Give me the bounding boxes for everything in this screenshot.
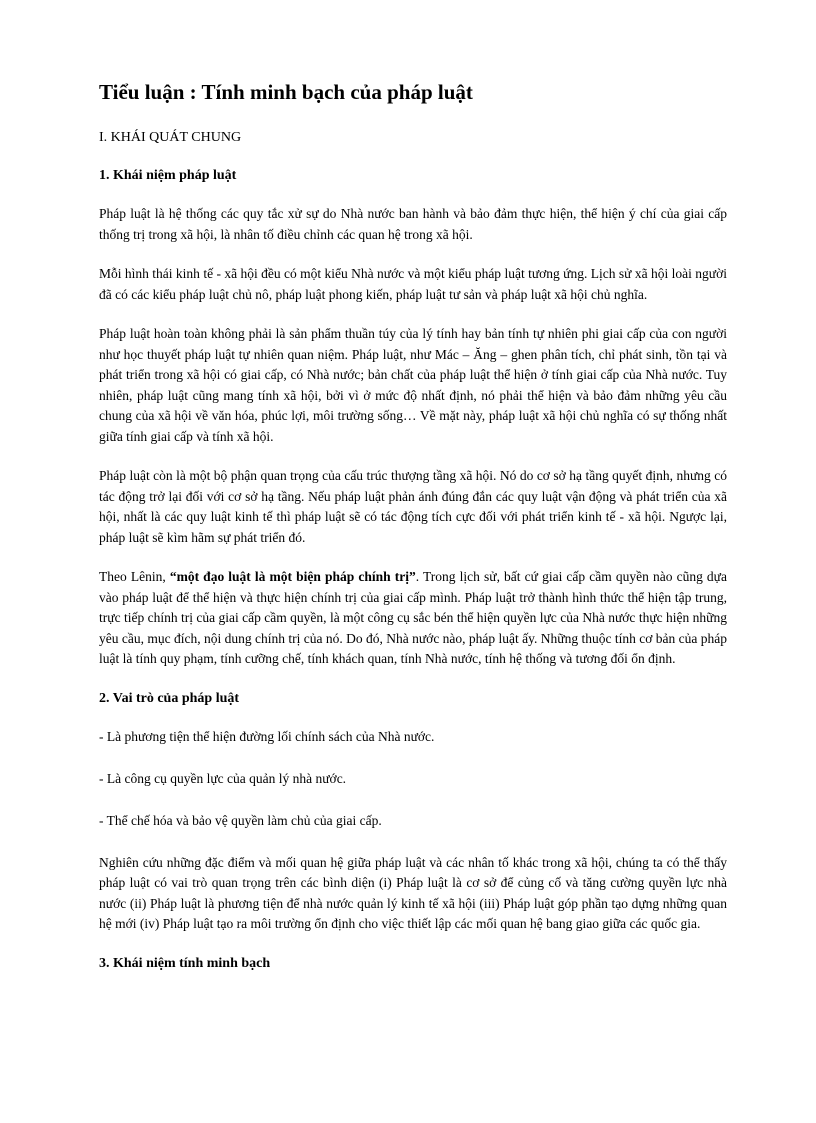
paragraph-5-lead: Theo Lênin, [99,569,170,584]
subheading-transparency: 3. Khái niệm tính minh bạch [99,955,271,971]
list-item: - Thể chế hóa và bảo vệ quyền làm chủ của giai cấp. [99,812,382,828]
list-item: - Là công cụ quyền lực của quản lý nhà nước. [99,770,347,786]
paragraph-1: Pháp luật là hệ thống các quy tắc xử sự do Nhà nước ban hành và bảo đảm thực hiện, thể hiện ý chí của giai cấp thống trị trong xã hội, là nhân tố điều chỉnh các quan hệ trong xã hội. [99,206,727,242]
paragraph-3: Pháp luật hoàn toàn không phải là sản phẩm thuần túy của lý tính hay bản tính tự nhiên phi giai cấp của con người như học thuyết pháp luật tự nhiên quan niệm. Pháp luật, như Mác – Ăng – ghen phân tích, chỉ phát sinh, tồn tại và phát triển trong xã hội có giai cấp, có Nhà nước; bản chất của pháp luật thể hiện ở tính giai cấp của Nhà nước. Tuy nhiên, pháp luật cũng mang tính xã hội, bởi vì ở mức độ nhất định, nó phải thể hiện và bảo đảm những yêu cầu chung của xã hội về văn hóa, phúc lợi, môi trường sống… Về mặt này, pháp luật xã hội chủ nghĩa có sự thống nhất giữa tính giai cấp và tính xã hội. [99,326,727,444]
paragraph-5 [99,567,727,670]
lenin-quote: “một đạo luật là một biện pháp chính trị” [169,569,416,584]
paragraph-6: Nghiên cứu những đặc điểm và mối quan hệ giữa pháp luật và các nhân tố khác trong xã hội, chúng ta có thể thấy pháp luật có vai trò quan trọng trên các bình diện (i) Pháp luật là cơ sở để củng cố và tăng cường quyền lực nhà nước (ii) Pháp luật là phương tiện để nhà nước quản lý kinh tế xã hội (iii) Pháp luật góp phần tạo dựng những quan hệ mới (iv) Pháp luật tạo ra môi trường ổn định cho việc thiết lập các mối quan hệ bang giao giữa các quốc gia. [99,854,727,931]
paragraph-4: Pháp luật còn là một bộ phận quan trọng của cấu trúc thượng tầng xã hội. Nó do cơ sở hạ tầng quyết định, nhưng có tác động trở lại đối với cơ sở hạ tầng. Nếu pháp luật phản ánh đúng đắn các quy luật vận động và phát triển của xã hội, nhất là các quy luật kinh tế thì pháp luật sẽ có tác động tích cực đối với phát triển kinh tế - xã hội. Ngược lại, pháp luật sẽ kìm hãm sự phát triển đó. [99,468,727,545]
section-heading-overview: I. KHÁI QUÁT CHUNG [99,130,242,145]
paragraph-5-rest: . Trong lịch sử, bất cứ giai cấp cầm quyền nào cũng dựa vào pháp luật để thể hiện và thực hiện chính trị của giai cấp mình. Pháp luật trở thành hình thức thể hiện tập trung, trực tiếp chính trị của giai cấp cầm quyền, là một công cụ sắc bén thể hiện quyền lực của Nhà nước thực hiện những yêu cầu, mục đích, nội dung chính trị của nó. Do đó, Nhà nước nào, pháp luật ấy. Những thuộc tính cơ bản của pháp luật là tính quy phạm, tính cưỡng chế, tính khách quan, tính Nhà nước, tính hệ thống và tương đối ổn định. [99,569,727,666]
subheading-law-role: 2. Vai trò của pháp luật [99,690,240,706]
document-page [99,78,727,992]
list-item: - Là phương tiện thể hiện đường lối chính sách của Nhà nước. [99,728,435,744]
subheading-law-concept: 1. Khái niệm pháp luật [99,168,237,183]
paragraph-2: Mỗi hình thái kinh tế - xã hội đều có một kiểu Nhà nước và một kiểu pháp luật tương ứng. Lịch sử xã hội loài người đã có các kiểu pháp luật chủ nô, pháp luật phong kiến, pháp luật tư sản và pháp luật xã hội chủ nghĩa. [99,266,727,302]
document-title: Tiểu luận : Tính minh bạch của pháp luật [99,80,473,104]
